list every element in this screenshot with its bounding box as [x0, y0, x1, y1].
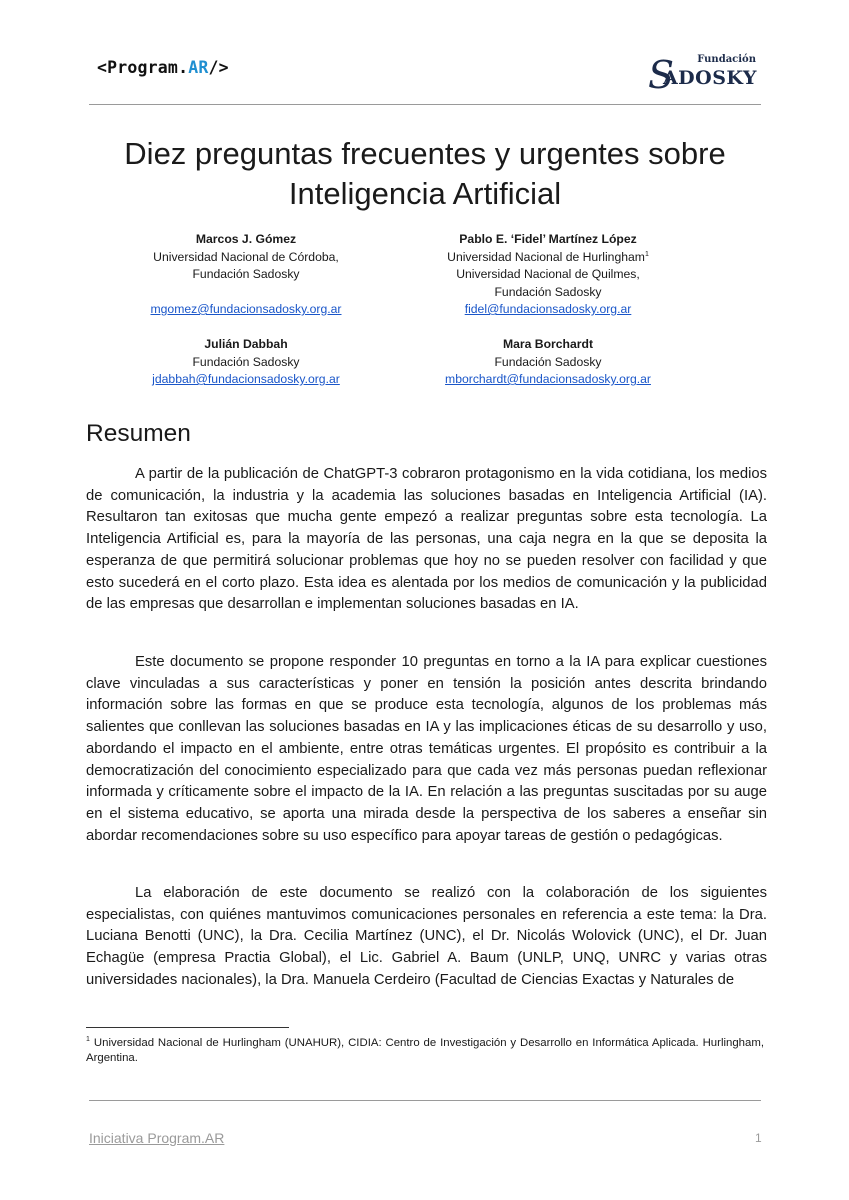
footer-divider — [89, 1100, 761, 1101]
author-affiliation: Universidad Nacional de Hurlingham — [447, 249, 645, 264]
author-affiliation: Fundación Sadosky — [192, 267, 300, 281]
footnote-mark: 1 — [86, 1036, 90, 1044]
logo-text-suffix: /> — [208, 58, 229, 77]
document-title: Diez preguntas frecuentes y urgentes sobre Inteligencia Artificial — [124, 136, 726, 211]
author-email-link[interactable]: mgomez@fundacionsadosky.org.ar — [150, 302, 342, 316]
author-affiliation: Universidad Nacional de Quilmes, — [456, 267, 640, 281]
logo-name-text: ADOSKY — [662, 67, 757, 89]
abstract-paragraph: Este documento se propone responder 10 preguntas en torno a la IA para explicar cuestiones clave vinculadas a sus características y poner en tensión la posición antes descrita brindando información sobre las formas en que se produce esta tecnología, algunos de los problemas más salientes que conllevan las soluciones basadas en IA y las implicaciones éticas de su desarrollo y uso, abordando el impacto en el ambiente, entre otras temáticas urgentes. El propósito es contribuir a la democratización del conocimiento especializado para que cada vez más personas puedan reflexionar informada y críticamente sobre el impacto de la IA. En relación a las preguntas suscitadas por su auge en el sistema educativo, se aporta una mirada desde la perspectiva de los saberes a enseñar sin abordar recomendaciones sobre su uso específico para apoyar tareas de gestión o pedagógicas. — [86, 654, 767, 844]
author-email-link[interactable]: jdabbah@fundacionsadosky.org.ar — [152, 372, 340, 386]
section-heading-resumen: Resumen — [86, 420, 191, 447]
footnote-text: Universidad Nacional de Hurlingham (UNAHUR), CIDIA: Centro de Investigación y Desarrollo en Informática Aplicada. Hurlingham, Argentina. — [86, 1037, 764, 1064]
author-name: Marcos J. Gómez — [195, 232, 297, 246]
author-block-borchardt — [398, 336, 698, 389]
author-affiliation: Universidad Nacional de Córdoba, — [153, 249, 339, 264]
author-email-link[interactable]: mborchardt@fundacionsadosky.org.ar — [445, 372, 651, 386]
author-block-martinez-lopez — [398, 231, 698, 319]
author-affiliation: Fundación Sadosky — [192, 354, 300, 369]
author-affiliation-line — [398, 249, 698, 267]
author-name: Pablo E. ‘Fidel’ Martínez López — [459, 232, 637, 246]
footnote-divider — [86, 1027, 289, 1028]
logo-initial: S — [648, 53, 675, 97]
author-block-gomez — [96, 231, 396, 319]
abstract-paragraph: A partir de la publicación de ChatGPT-3 cobraron protagonismo en la vida cotidiana, los medios de comunicación, la industria y la academia las soluciones basadas en Inteligencia Artificial (IA). Resultaron tan exitosas que mucha gente empezó a realizar preguntas sobre esta tecnología. La Inteligencia Artificial es, para la mayoría de las personas, una caja negra en la que se deposita la esperanza de que permitirá solucionar problemas que hoy no se pueden resolver con facilidad y que esto sucederá en el corto plazo. Esta idea es alentada por los medios de comunicación y la publicidad de las empresas que desarrollan e implementan soluciones basadas en IA. — [86, 466, 767, 613]
logo-fundacion-text: Fundación — [697, 54, 756, 65]
footnote-reference[interactable]: 1 — [644, 250, 649, 258]
footer-initiative-link[interactable]: Iniciativa Program.AR — [89, 1130, 225, 1146]
author-name: Julián Dabbah — [204, 337, 288, 351]
page-number: 1 — [755, 1131, 762, 1145]
header-divider — [89, 104, 761, 105]
fundacion-sadosky-logo — [648, 54, 760, 98]
author-affiliation: Fundación Sadosky — [494, 354, 602, 369]
author-block-dabbah — [96, 336, 396, 389]
author-email-link[interactable]: fidel@fundacionsadosky.org.ar — [464, 302, 632, 316]
author-affiliation: Fundación Sadosky — [494, 284, 602, 299]
program-ar-logo — [97, 58, 229, 77]
abstract-paragraph: La elaboración de este documento se realizó con la colaboración de los siguientes especialistas, con quiénes mantuvimos comunicaciones personales en referencia a este tema: la Dra. Luciana Benotti (UNC), la Dra. Cecilia Martínez (UNC), el Dr. Nicolás Wolovick (UNC), el Dr. Juan Echagüe (empresa Practia Global), el Lic. Gabriel A. Baum (UNLP, UNQ, UNRC y varias otras universidades nacionales), la Dra. Manuela Cerdeiro (Facultad de Ciencias Exactas y Naturales de — [86, 885, 767, 988]
logo-text-prefix: <Program. — [97, 58, 189, 77]
author-name: Mara Borchardt — [502, 337, 594, 351]
logo-text-accent: AR — [188, 58, 209, 77]
footnote — [86, 1036, 764, 1066]
